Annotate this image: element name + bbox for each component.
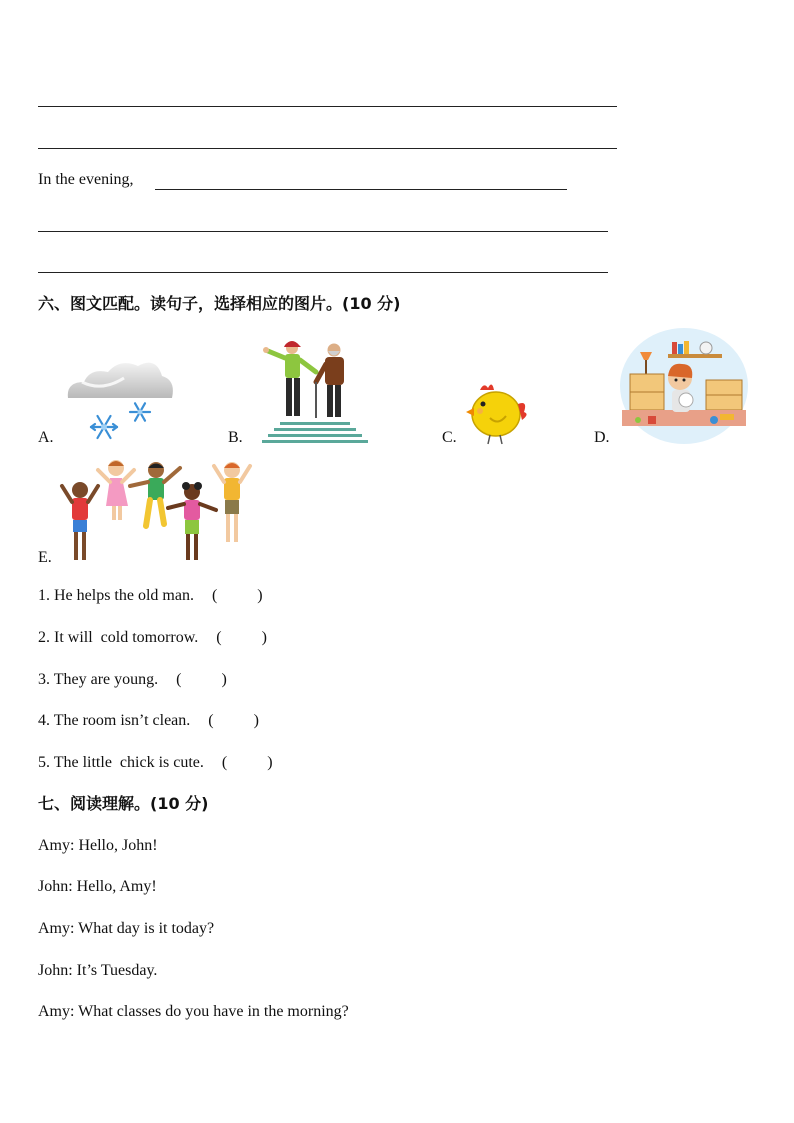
question-4-text: 4. The room isn’t clean.: [38, 712, 191, 729]
answer-line-2[interactable]: [38, 148, 617, 149]
question-5-text: 5. The little chick is cute.: [38, 754, 204, 771]
section6-title: 六、图文匹配。读句子，选择相应的图片。(10 分): [38, 294, 401, 313]
helping-old-man-icon: [258, 336, 368, 446]
question-3-text: 3. They are young.: [38, 671, 159, 688]
dialogue-line-3: Amy: What day is it today?: [38, 920, 215, 937]
dialogue-line-2: John: Hello, Amy!: [38, 878, 157, 895]
question-2-text: 2. It will cold tomorrow.: [38, 629, 199, 646]
dialogue-line-5: Amy: What classes do you have in the morning?: [38, 1003, 349, 1020]
answer-line-4[interactable]: [38, 272, 608, 273]
question-4: [38, 711, 259, 731]
answer-line-evening[interactable]: [155, 189, 567, 190]
happy-kids-icon: [58, 456, 258, 566]
option-b-label: B.: [228, 429, 243, 446]
messy-room-icon: [618, 324, 750, 446]
answer-blank-3[interactable]: ( ): [176, 671, 227, 688]
dialogue-line-4: John: It’s Tuesday.: [38, 962, 158, 979]
evening-prompt: In the evening,: [38, 171, 134, 188]
option-c-label: C.: [442, 429, 457, 446]
answer-blank-1[interactable]: ( ): [211, 587, 263, 604]
question-5: [38, 753, 273, 773]
answer-line-3[interactable]: [38, 231, 608, 232]
option-a-label: A.: [38, 429, 54, 446]
answer-blank-4[interactable]: ( ): [208, 712, 259, 729]
dialogue-line-1: Amy: Hello, John!: [38, 837, 158, 854]
option-e-label: E.: [38, 549, 52, 566]
option-d-label: D.: [594, 429, 610, 446]
question-2: [38, 628, 267, 648]
yellow-chick-icon: [466, 380, 530, 446]
answer-line-1[interactable]: [38, 106, 617, 107]
question-3: [38, 670, 227, 690]
answer-blank-2[interactable]: ( ): [216, 629, 267, 646]
section7-title: 七、阅读理解。(10 分): [38, 794, 209, 813]
snowy-cloud-icon: [62, 352, 177, 447]
question-1-text: 1. He helps the old man.: [38, 587, 194, 604]
question-1: [38, 586, 263, 606]
answer-blank-5[interactable]: ( ): [221, 754, 273, 771]
